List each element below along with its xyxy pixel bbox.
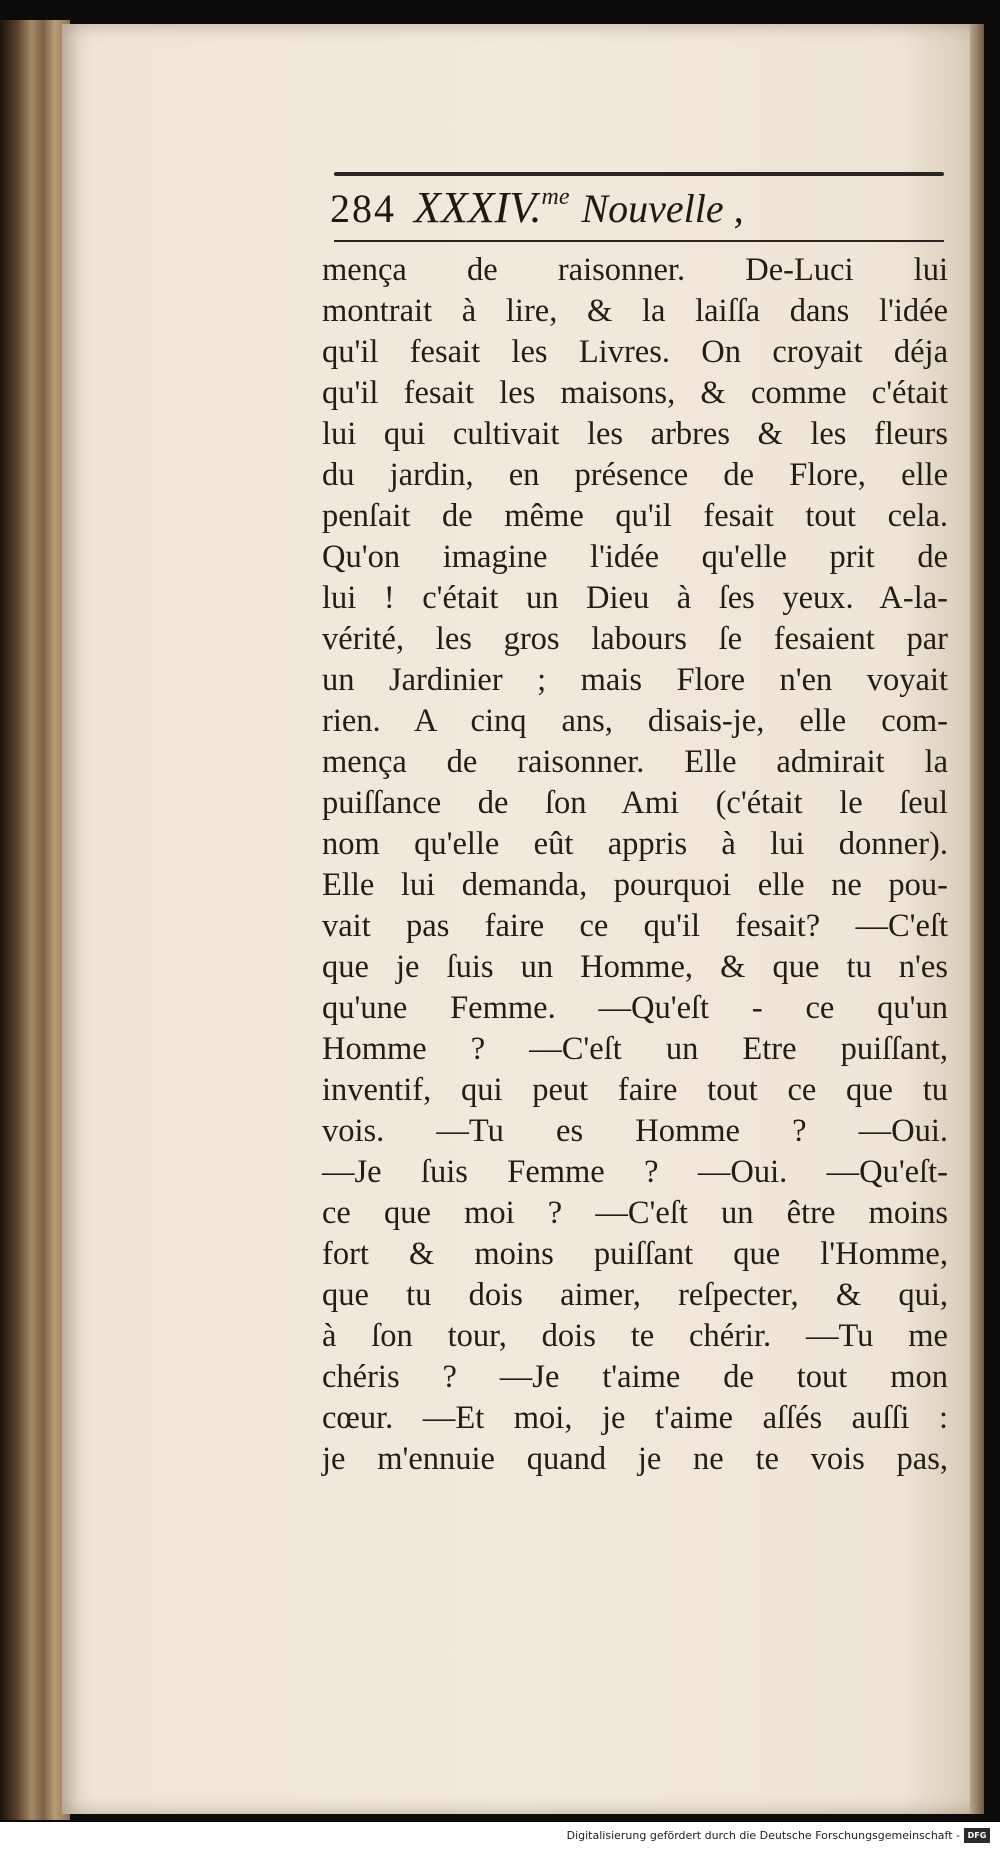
chapter-title: Nouvelle , [581, 186, 744, 231]
text-line: vait pas faire ce qu'il fesait? —C'eſt [322, 908, 948, 944]
text-line: lui ! c'était un Dieu à ſes yeux. A-la- [322, 580, 948, 616]
book-spine-edge [0, 20, 70, 1820]
text-line: inventif, qui peut faire tout ce que tu [322, 1072, 948, 1108]
text-line: nom qu'elle eût appris à lui donner). [322, 826, 948, 862]
text-line: fort & moins puiſſant que l'Homme, [322, 1236, 948, 1272]
page-fore-edge [970, 24, 984, 1814]
text-line: mença de raisonner. De-Luci lui [322, 252, 948, 288]
text-line: un Jardinier ; mais Flore n'en voyait [322, 662, 948, 698]
text-line: que tu dois aimer, reſpecter, & qui, [322, 1277, 948, 1313]
header-rule-bottom [334, 240, 944, 242]
text-line: —Je ſuis Femme ? —Oui. —Qu'eſt- [322, 1154, 948, 1190]
chapter-numeral: XXXIV. [414, 183, 542, 232]
text-line: qu'il fesait les maisons, & comme c'était [322, 375, 948, 411]
text-line: chéris ? —Je t'aime de tout mon [322, 1359, 948, 1395]
text-line: je m'ennuie quand je ne te vois pas, [322, 1441, 948, 1477]
header-rule-top [334, 172, 944, 176]
text-line: penſait de même qu'il fesait tout cela. [322, 498, 948, 534]
digitization-footer [0, 1822, 1000, 1851]
funding-credit: Digitalisierung gefördert durch die Deutsche Forschungsgemeinschaft - [566, 1829, 960, 1842]
text-line: mença de raisonner. Elle admirait la [322, 744, 948, 780]
body-text [322, 250, 948, 1480]
text-line: puiſſance de ſon Ami (c'était le ſeul [322, 785, 948, 821]
text-line: cœur. —Et moi, je t'aime aſſés auſſi : [322, 1400, 948, 1436]
text-line: que je ſuis un Homme, & que tu n'es [322, 949, 948, 985]
text-line: Homme ? —C'eſt un Etre puiſſant, [322, 1031, 948, 1067]
text-line: rien. A cinq ans, disais-je, elle com- [322, 703, 948, 739]
text-line: du jardin, en présence de Flore, elle [322, 457, 948, 493]
running-head [330, 182, 950, 238]
text-line: montrait à lire, & la laiſſa dans l'idée [322, 293, 948, 329]
text-line: vois. —Tu es Homme ? —Oui. [322, 1113, 948, 1149]
text-line: lui qui cultivait les arbres & les fleurs [322, 416, 948, 452]
chapter-numeral-superscript: me [541, 184, 570, 210]
text-line: ce que moi ? —C'eſt un être moins [322, 1195, 948, 1231]
text-line: qu'une Femme. —Qu'eſt - ce qu'un [322, 990, 948, 1026]
text-line: Qu'on imagine l'idée qu'elle prit de [322, 539, 948, 575]
page-number: 284 [330, 186, 396, 231]
text-line: vérité, les gros labours ſe fesaient par [322, 621, 948, 657]
text-line: à ſon tour, dois te chérir. —Tu me [322, 1318, 948, 1354]
text-line: qu'il fesait les Livres. On croyait déja [322, 334, 948, 370]
dfg-logo: DFG [964, 1828, 990, 1843]
text-line: Elle lui demanda, pourquoi elle ne pou- [322, 867, 948, 903]
